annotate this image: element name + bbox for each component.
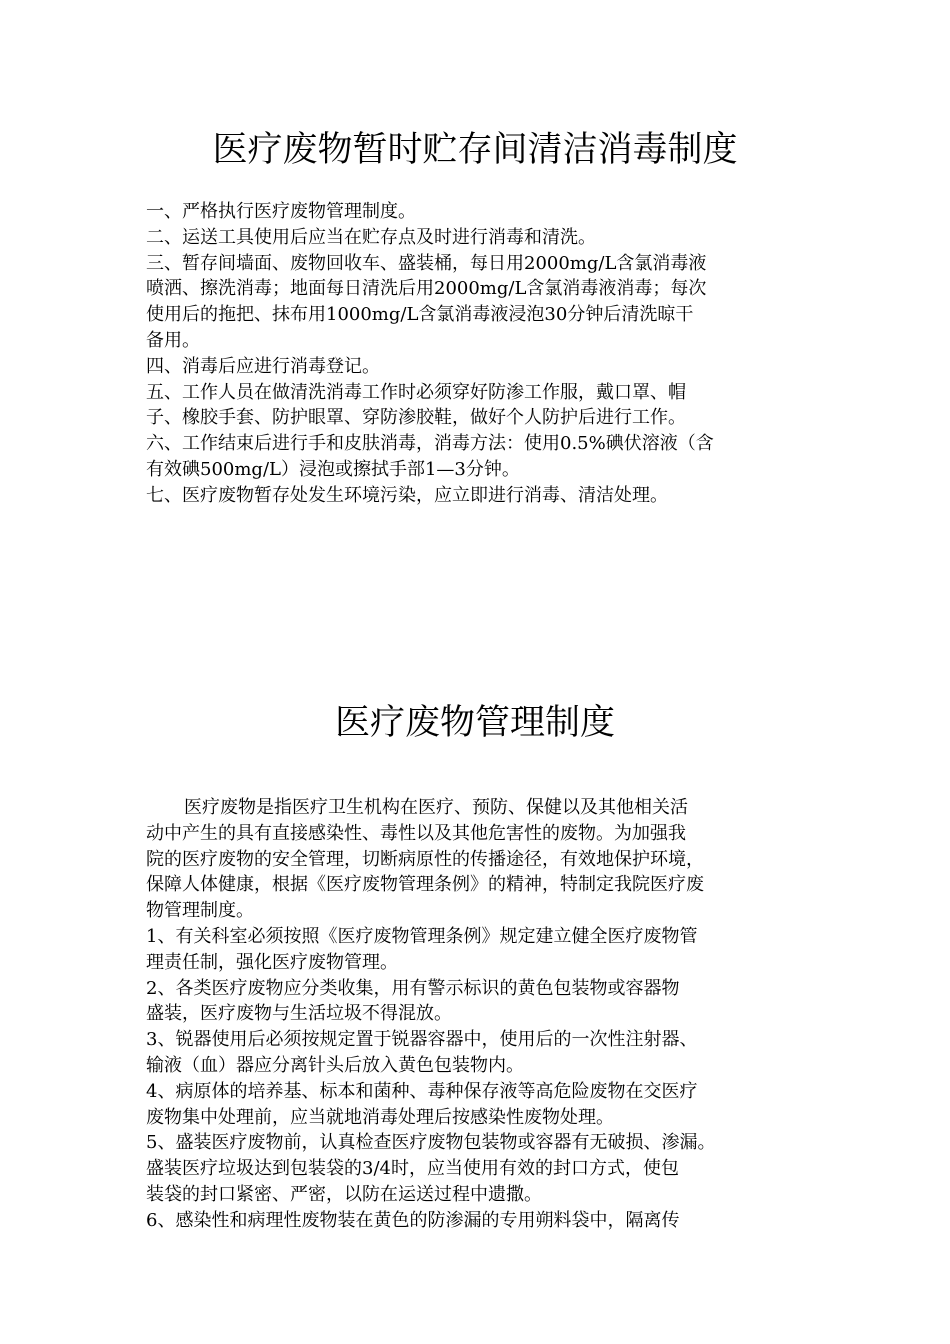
waste-management-policy-body (146, 795, 826, 1234)
paragraph-line: 装袋的封口紧密、严密，以防在运送过程中遗撒。 (146, 1183, 542, 1205)
paragraph-line: 有效碘500mg/L）浸泡或擦拭手部1—3分钟。 (146, 458, 520, 480)
paragraph-line: 保障人体健康，根据《医疗废物管理条例》的精神，特制定我院医疗废 (146, 874, 704, 896)
paragraph-line: 子、橡胶手套、防护眼罩、穿防渗胶鞋，做好个人防护后进行工作。 (146, 407, 686, 429)
paragraph-line: 备用。 (146, 329, 200, 351)
paragraph-line: 物管理制度。 (146, 900, 254, 922)
paragraph-line: 3、锐器使用后必须按规定置于锐器容器中，使用后的一次性注射器、 (146, 1029, 698, 1051)
paragraph-line: 二、运送工具使用后应当在贮存点及时进行消毒和清洗。 (146, 226, 596, 248)
paragraph-line: 6、感染性和病理性废物装在黄色的防渗漏的专用朔料袋中，隔离传 (146, 1209, 680, 1231)
paragraph-line: 5、盛装医疗废物前，认真检查医疗废物包装物或容器有无破损、渗漏。 (146, 1132, 716, 1154)
paragraph-line: 4、病原体的培养基、标本和菌种、毒种保存液等高危险废物在交医疗 (146, 1080, 698, 1102)
paragraph-line: 废物集中处理前，应当就地消毒处理后按感染性废物处理。 (146, 1106, 614, 1128)
paragraph-line: 五、工作人员在做清洗消毒工作时必须穿好防渗工作服，戴口罩、帽 (146, 381, 686, 403)
paragraph-line: 2、各类医疗废物应分类收集，用有警示标识的黄色包装物或容器物 (146, 977, 680, 999)
paragraph-line: 1、有关科室必须按照《医疗废物管理条例》规定建立健全医疗废物管 (146, 925, 698, 947)
paragraph-line: 理责任制，强化医疗废物管理。 (146, 951, 398, 973)
page-title-disinfection-policy: 医疗废物暂时贮存间清洁消毒制度 (212, 130, 738, 170)
paragraph-line: 动中产生的具有直接感染性、毒性以及其他危害性的废物。为加强我 (146, 822, 686, 844)
paragraph-line: 喷洒、擦洗消毒；地面每日清洗后用2000mg/L含氯消毒液消毒；每次 (146, 278, 707, 300)
page-title-waste-management-policy: 医疗废物管理制度 (334, 703, 615, 743)
paragraph-line: 盛装，医疗废物与生活垃圾不得混放。 (146, 1003, 452, 1025)
paragraph-line: 医疗废物是指医疗卫生机构在医疗、预防、保健以及其他相关活 (184, 797, 688, 818)
paragraph-line: 一、严格执行医疗废物管理制度。 (146, 201, 416, 222)
paragraph-line: 六、工作结束后进行手和皮肤消毒，消毒方法：使用0.5%碘伏溶液（含 (146, 433, 714, 455)
paragraph-line: 盛装医疗垃圾达到包装袋的3/4时，应当使用有效的封口方式，使包 (146, 1158, 679, 1180)
paragraph-line: 输液（血）器应分离针头后放入黄色包装物内。 (146, 1054, 524, 1076)
paragraph-line: 四、消毒后应进行消毒登记。 (146, 355, 380, 377)
paragraph-line: 七、医疗废物暂存处发生环境污染，应立即进行消毒、清洁处理。 (146, 484, 668, 506)
paragraph-line: 院的医疗废物的安全管理，切断病原性的传播途径，有效地保护环境， (146, 848, 704, 870)
paragraph-line: 使用后的拖把、抹布用1000mg/L含氯消毒液浸泡30分钟后清洗晾干 (146, 304, 694, 326)
disinfection-policy-body (146, 199, 826, 509)
paragraph-line: 三、暂存间墙面、废物回收车、盛装桶，每日用2000mg/L含氯消毒液 (146, 252, 707, 274)
